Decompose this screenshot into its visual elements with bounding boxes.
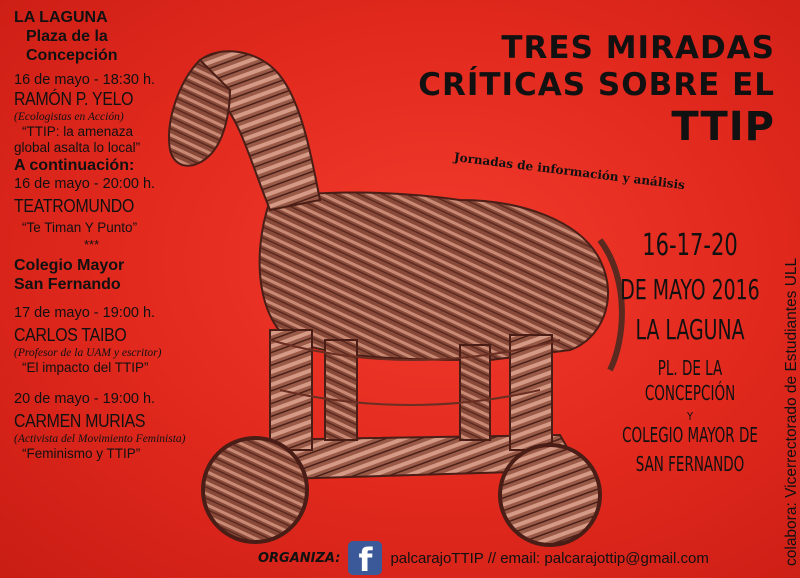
event1-talk-line1: “TTIP: la amenaza [22,124,134,139]
venue1-line3: Concepción [26,47,118,64]
contact-text: palcarajoTTIP // email: palcarajottip@gmail.com [390,549,709,567]
facebook-letter: f [358,541,373,575]
collaboration-credit: colabora: Vicerrectorado de Estudiantes ULL [783,257,800,566]
event4-talk: “Feminismo y TTIP” [22,446,141,461]
event4-speaker: CARMEN MURIAS [14,411,146,431]
continuation-heading: A continuación: [14,157,135,174]
organiza-label: ORGANIZA: [258,550,341,566]
venue1-line1: LA LAGUNA [14,9,108,26]
venue2-line2: San Fernando [14,276,121,293]
event-month: DE MAYO 2016 [620,273,760,306]
event3-org: (Profesor de la UAM y escritor) [14,347,162,359]
event4-org: (Activista del Movimiento Feminista) [14,433,186,445]
event-city: LA LAGUNA [635,313,745,346]
event3-talk: “El impacto del TTIP” [22,360,149,375]
event2-speaker: TEATROMUNDO [14,196,134,216]
event4-date: 20 de mayo - 19:00 h. [14,391,156,407]
leg-back-right [460,345,490,440]
event1-talk-line2: global asalta lo local” [14,140,141,155]
footer [258,541,709,575]
conjunction: Y [686,410,694,423]
event3-speaker: CARLOS TAIBO [14,325,127,345]
title-line3: TTIP [671,104,775,150]
title-line2: CRÍTICAS SOBRE EL [418,67,775,103]
wheel-front [203,438,307,542]
poster-title [355,30,775,150]
event1-org: (Ecologistas en Acción) [14,111,124,123]
place1: PL. DE LA CONCEPCIÓN [644,356,736,405]
poster-subtitle: Jornadas de información y análisis [453,150,686,193]
separator: *** [84,237,100,252]
event2-date: 16 de mayo - 20:00 h. [14,176,156,192]
venue1-line2: Plaza de la [26,28,108,45]
event1-speaker: RAMÓN P. YELO [14,89,134,109]
event-dates: 16-17-20 [642,228,738,263]
venue2-line1: Colegio Mayor [14,257,125,274]
title-line1: TRES MIRADAS [501,30,775,66]
event3-date: 17 de mayo - 19:00 h. [14,305,156,321]
event2-talk: “Te Timan Y Punto” [22,220,138,235]
event1-date: 16 de mayo - 18:30 h. [14,72,156,88]
place2-line2: SAN FERNANDO [635,452,745,476]
event-info-column [585,228,795,477]
schedule-column [14,8,204,462]
facebook-icon[interactable] [348,541,382,575]
place2-line1: COLEGIO MAYOR DE [622,423,758,447]
